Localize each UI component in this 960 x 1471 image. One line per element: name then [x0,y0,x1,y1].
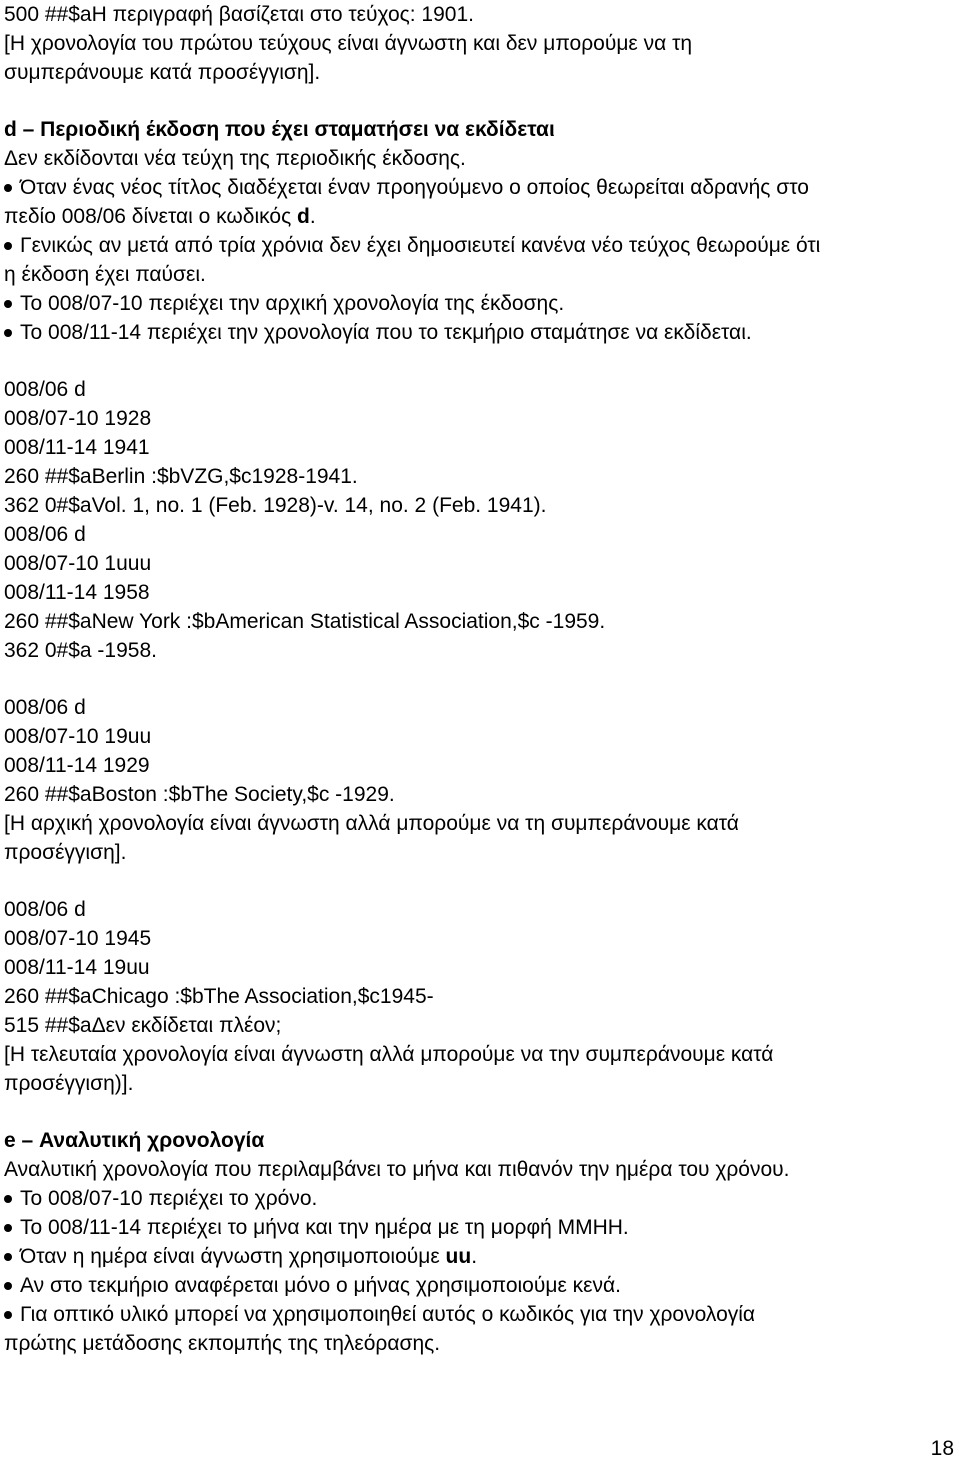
section-intro: Αναλυτική χρονολογία που περιλαμβάνει το μήνα και πιθανόν την ημέρα του χρόνου. [4,1158,790,1181]
text-line: 260 ##$aBoston :$bThe Society,$c -1929. [4,783,395,806]
bullet-item: Όταν η ημέρα είναι άγνωστη χρησιμοποιούμε uu. [4,1242,954,1271]
bullet-item: Αν στο τεκμήριο αναφέρεται μόνο ο μήνας χρησιμοποιούμε κενά. [4,1271,954,1300]
text-line: 008/06 d [4,898,86,921]
text-line: 260 ##$aChicago :$bThe Association,$c1945- [4,985,434,1008]
example-block [4,375,954,665]
code-value: uu [445,1245,472,1268]
bullet-icon [4,300,12,308]
bullet-icon [4,1282,12,1290]
text-line: 008/06 d [4,523,86,546]
text-line: 260 ##$aNew York :$bAmerican Statistical Association,$c -1959. [4,610,606,633]
text-line: προσέγγιση]. [4,841,127,864]
bullet-continuation: πρώτης μετάδοσης εκπομπής της τηλεόρασης. [4,1332,441,1355]
text-line: 362 0#$a -1958. [4,639,157,662]
bullet-icon [4,329,12,337]
text-line: 515 ##$aΔεν εκδίδεται πλέον; [4,1014,282,1037]
code-value: d [297,205,310,228]
text-line: 008/11-14 1941 [4,436,150,459]
text-line: 362 0#$aVol. 1, no. 1 (Feb. 1928)-v. 14, no. 2 (Feb. 1941). [4,494,547,517]
bullet-item: Για οπτικό υλικό μπορεί να χρησιμοποιηθεί αυτός ο κωδικός για την χρονολογία [4,1300,954,1329]
text-line: 008/06 d [4,378,86,401]
bullet-icon [4,1195,12,1203]
bullet-icon [4,1311,12,1319]
text-line: 008/11-14 19uu [4,956,150,979]
document-page [4,0,954,1358]
text-line: 008/11-14 1929 [4,754,150,777]
section-intro: Δεν εκδίδονται νέα τεύχη της περιοδικής έκδοσης. [4,147,466,170]
text-line: [Η αρχική χρονολογία είναι άγνωστη αλλά μπορούμε να τη συμπεράνουμε κατά [4,812,739,835]
bullet-icon [4,1224,12,1232]
bullet-continuation: η έκδοση έχει παύσει. [4,263,206,286]
example-block [4,895,954,1098]
note-block [4,0,954,87]
text-line: [Η χρονολογία του πρώτου τεύχους είναι άγνωστη και δεν μπορούμε να τη [4,32,693,55]
bullet-item: Όταν ένας νέος τίτλος διαδέχεται έναν προηγούμενο ο οποίος θεωρείται αδρανής στο [4,173,954,202]
text-line: 008/07-10 1945 [4,927,152,950]
text-line: 008/11-14 1958 [4,581,150,604]
text-line: 008/07-10 19uu [4,725,152,748]
bullet-item: Το 008/11-14 περιέχει το μήνα και την ημέρα με τη μορφή ΜΜΗΗ. [4,1213,954,1242]
bullet-item: Το 008/07-10 περιέχει το χρόνο. [4,1184,954,1213]
bullet-continuation: πεδίο 008/06 δίνεται ο κωδικός d. [4,205,316,228]
text-line: 008/07-10 1928 [4,407,152,430]
text-line: προσέγγιση)]. [4,1072,134,1095]
bullet-icon [4,242,12,250]
text-line: συμπεράνουμε κατά προσέγγιση]. [4,61,321,84]
bullet-item: Γενικώς αν μετά από τρία χρόνια δεν έχει δημοσιευτεί κανένα νέο τεύχος θεωρούμε ότι [4,231,954,260]
text-line: 500 ##$aΗ περιγραφή βασίζεται στο τεύχος: 1901. [4,3,474,26]
section-heading: e – Αναλυτική χρονολογία [4,1129,265,1152]
text-line: 260 ##$aBerlin :$bVZG,$c1928-1941. [4,465,358,488]
bullet-item: Το 008/07-10 περιέχει την αρχική χρονολογία της έκδοσης. [4,289,954,318]
section-heading: d – Περιοδική έκδοση που έχει σταματήσει να εκδίδεται [4,118,555,141]
bullet-icon [4,184,12,192]
text-line: 008/06 d [4,696,86,719]
text-line: [Η τελευταία χρονολογία είναι άγνωστη αλλά μπορούμε να την συμπεράνουμε κατά [4,1043,774,1066]
section-d [4,115,954,347]
bullet-item: Το 008/11-14 περιέχει την χρονολογία που το τεκμήριο σταμάτησε να εκδίδεται. [4,318,954,347]
page-number: 18 [930,1437,954,1460]
example-block [4,693,954,867]
section-e [4,1126,954,1358]
bullet-icon [4,1253,12,1261]
text-line: 008/07-10 1uuu [4,552,152,575]
